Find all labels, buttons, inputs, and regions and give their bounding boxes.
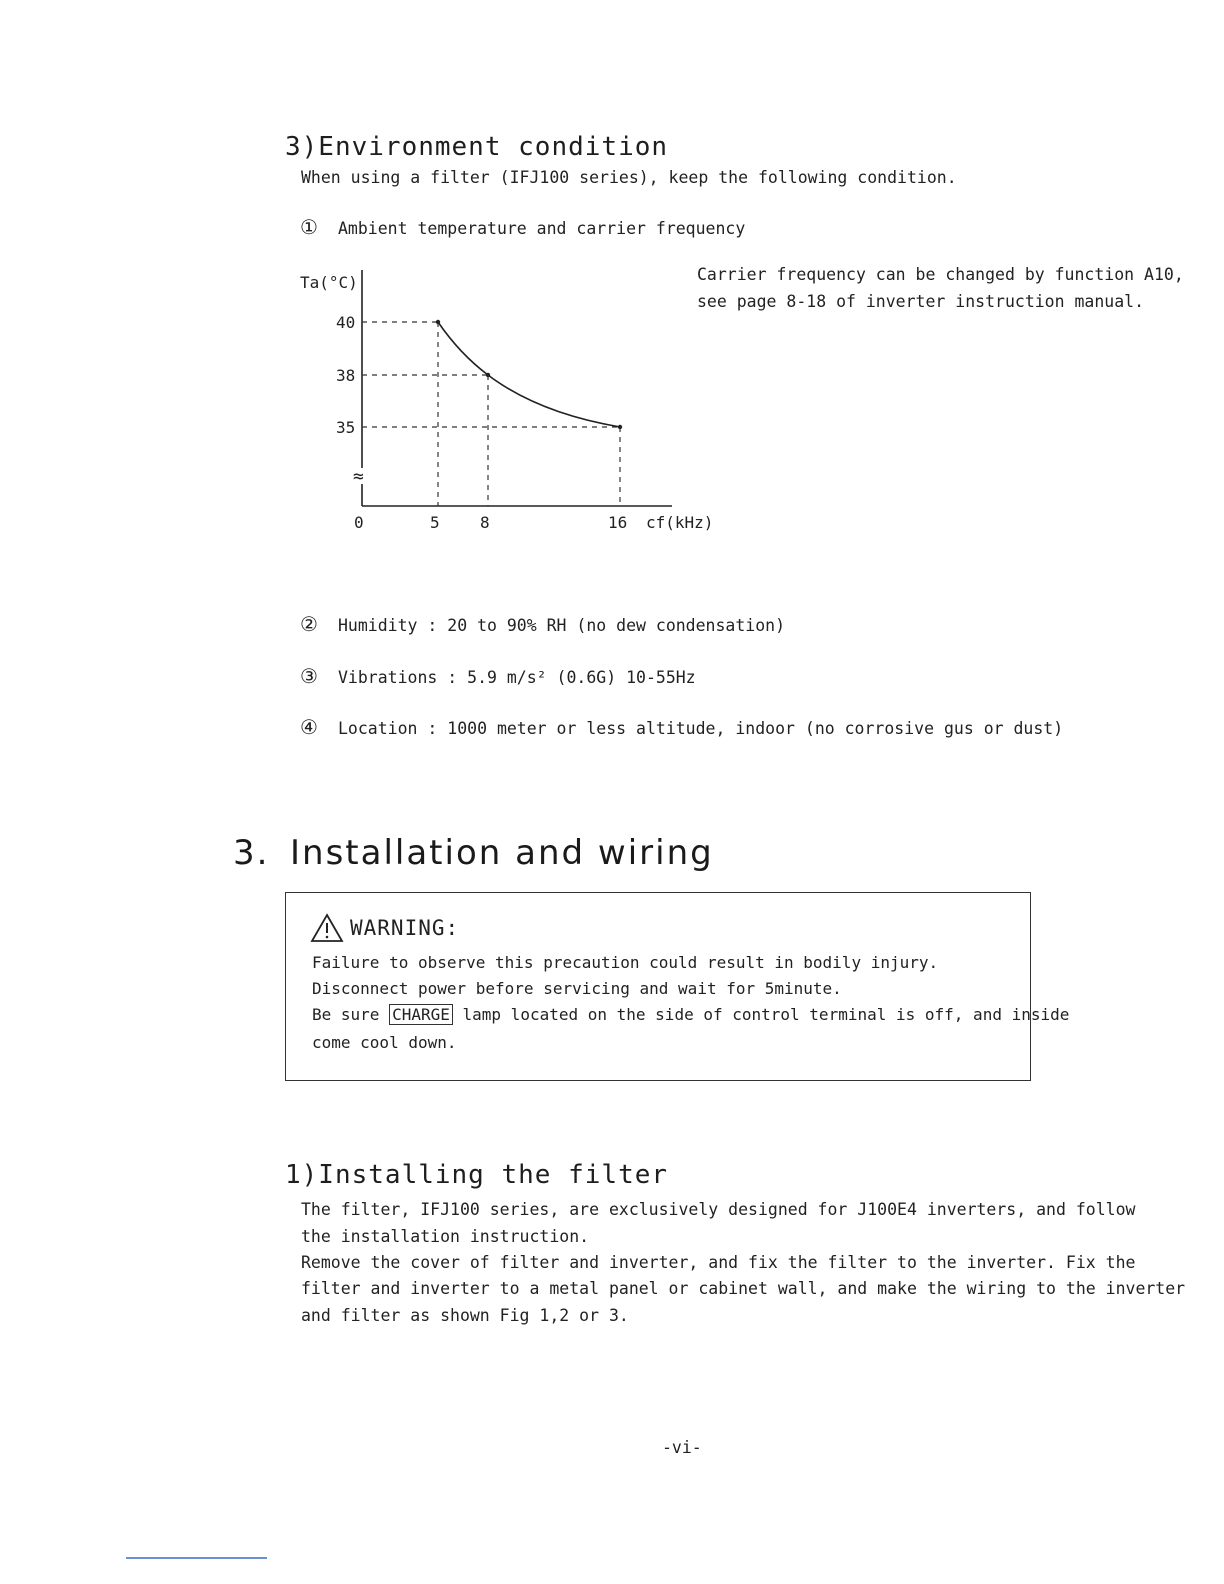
y-tick-label: 35 [336, 418, 356, 437]
item-text: Vibrations : 5.9 m/s² (0.6G) 10-55Hz [338, 668, 696, 687]
y-tick-label: 38 [336, 366, 356, 385]
axis-break-symbol: ≈ [353, 466, 364, 487]
section-heading: 3)Environment condition [285, 132, 669, 162]
item-text: Ambient temperature and carrier frequency [338, 219, 746, 238]
paragraph-line: The filter, IFJ100 series, are exclusively designed for J100E4 inverters, and follow [301, 1200, 1136, 1219]
paragraph-line: filter and inverter to a metal panel or cabinet wall, and make the wiring to the inverter [301, 1279, 1186, 1298]
item-number: ① [300, 215, 318, 239]
list-item [298, 715, 1063, 739]
warning-line-4: come cool down. [312, 1033, 457, 1052]
list-item [298, 215, 745, 239]
data-point [486, 373, 490, 377]
section-intro: When using a filter (IFJ100 series), keep the following condition. [301, 168, 957, 187]
warning-header [310, 913, 459, 943]
x-tick-label: 5 [430, 513, 440, 532]
warning-line-2: Disconnect power before servicing and wait for 5minute. [312, 979, 842, 998]
item-text: Location : 1000 meter or less altitude, indoor (no corrosive gus or dust) [338, 719, 1064, 738]
page-number: -vi- [662, 1438, 702, 1457]
y-tick-label: 40 [336, 313, 356, 332]
warning-line-3-pre: Be sure [312, 1005, 380, 1024]
subsection-heading: 1)Installing the filter [285, 1160, 669, 1190]
x-tick-label: 16 [608, 513, 628, 532]
item-number: ③ [300, 664, 318, 688]
list-item [298, 612, 785, 636]
chapter-number: 3. [233, 833, 270, 873]
item-number: ④ [300, 715, 318, 739]
warning-line-1: Failure to observe this precaution could result in bodily injury. [312, 953, 939, 972]
data-point [436, 320, 440, 324]
item-number: ② [300, 612, 318, 636]
x-tick-label: 8 [480, 513, 490, 532]
carrier-note-line-1: Carrier frequency can be changed by function A10, [697, 265, 1184, 284]
paragraph-line: and filter as shown Fig 1,2 or 3. [301, 1306, 629, 1325]
charge-label: CHARGE [389, 1004, 453, 1025]
x-tick-label: 0 [354, 513, 364, 532]
item-text: Humidity : 20 to 90% RH (no dew condensation) [338, 616, 786, 635]
warning-box [285, 892, 1070, 1081]
warning-triangle-icon [310, 913, 344, 943]
data-point [618, 425, 622, 429]
warning-line-3 [312, 1005, 1069, 1024]
y-axis-label: Ta(°C) [300, 273, 358, 292]
carrier-note-line-2: see page 8-18 of inverter instruction manual. [697, 292, 1145, 311]
list-item [298, 664, 696, 688]
warning-title: WARNING: [350, 916, 460, 940]
paragraph-line: Remove the cover of filter and inverter, and fix the filter to the inverter. Fix the [301, 1253, 1136, 1272]
decorative-line [126, 1557, 267, 1559]
paragraph-line: the installation instruction. [301, 1227, 590, 1246]
chapter-heading: Installation and wiring [290, 833, 714, 873]
x-axis-label: cf(kHz) [646, 513, 714, 532]
temperature-frequency-chart [290, 262, 720, 542]
warning-line-3-post: lamp located on the side of control terminal is off, and inside [462, 1005, 1070, 1024]
